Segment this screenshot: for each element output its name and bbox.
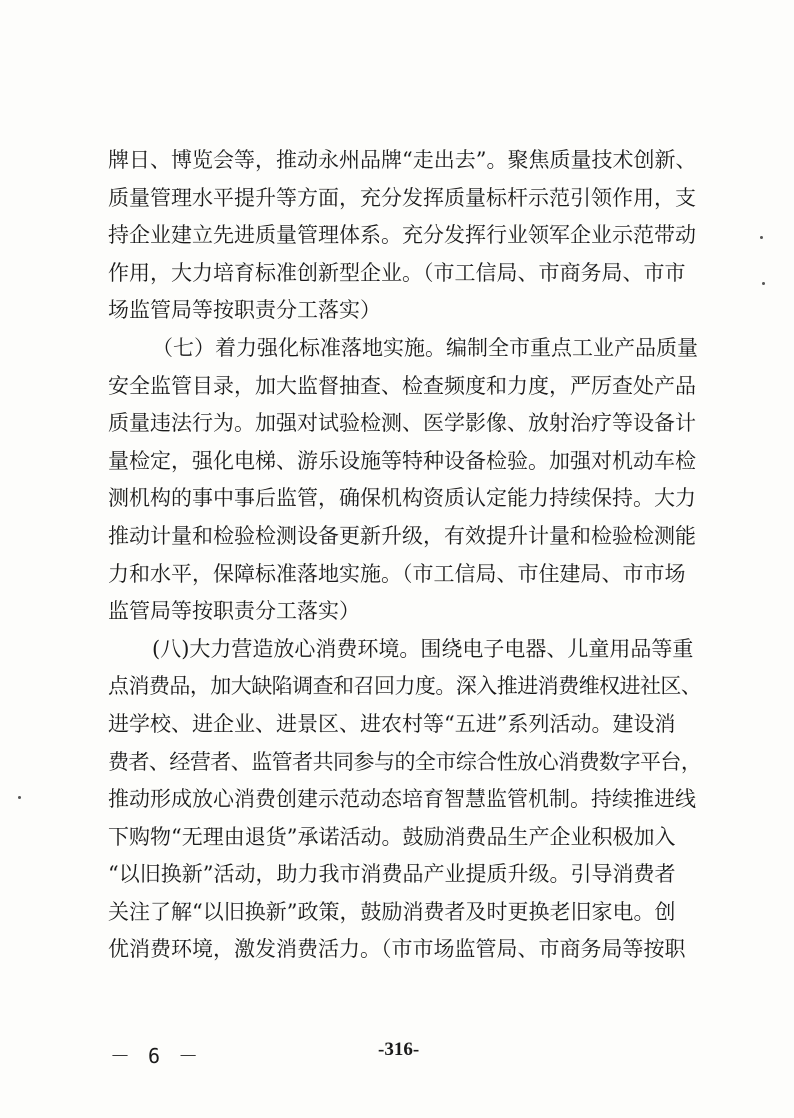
- text-line: 场监管局等按职责分工落实）: [108, 298, 381, 323]
- scan-speck: [762, 282, 765, 285]
- text-line: 费者、经营者、监管者共同参与的全市综合性放心消费数字平台，: [108, 749, 702, 774]
- page-number-left: － 6 －: [110, 1044, 202, 1068]
- text-line: 测机构的事中事后监管，确保机构资质认定能力持续保持。大力: [108, 486, 696, 511]
- text-line: 量检定，强化电梯、游乐设施等特种设备检验。加强对机动车检: [108, 448, 696, 473]
- section-heading-line: （七）着力强化标准落地实施。编制全市重点工业产品质量: [152, 335, 698, 360]
- body-text: [108, 142, 702, 969]
- text-line: 力和水平，保障标准落地实施。（市工信局、市住建局、市市场: [108, 561, 686, 586]
- section-heading-line: (八)大力营造放心消费环境。围绕电子电器、儿童用品等重: [152, 636, 694, 661]
- text-line: 持企业建立先进质量管理体系。充分发挥行业领军企业示范带动: [108, 223, 696, 248]
- text-line: 推动计量和检验检测设备更新升级，有效提升计量和检验检测能: [108, 523, 696, 548]
- scan-speck: [760, 236, 763, 239]
- text-line: 监管局等按职责分工落实）: [108, 599, 360, 624]
- text-line: 牌日、博览会等，推动永州品牌“走出去”。聚焦质量技术创新、: [108, 148, 697, 172]
- text-line: 下购物“无理由退货”承诺活动。鼓励消费品生产企业积极加入: [108, 824, 676, 849]
- text-line: 优消费环境，激发消费活力。（市市场监管局、市商务局等按职: [108, 937, 686, 962]
- text-line: 进学校、进企业、进景区、进农村等“五进”系列活动。建设消: [108, 711, 676, 736]
- text-line: 关注了解“以旧换新”政策，鼓励消费者及时更换老旧家电。创: [108, 899, 676, 924]
- scan-speck: [18, 796, 21, 799]
- text-line: 推动形成放心消费创建示范动态培育智慧监管机制。持续推进线: [108, 787, 696, 812]
- text-line: 点消费品，加大缺陷调查和召回力度。深入推进消费维权进社区、: [108, 674, 702, 699]
- page-number-center: -316-: [378, 1039, 420, 1060]
- text-line: 质量违法行为。加强对试验检测、医学影像、放射治疗等设备计: [108, 411, 696, 436]
- text-line: 质量管理水平提升等方面，充分发挥质量标杆示范引领作用，支: [108, 185, 696, 210]
- text-line: “以旧换新”活动，助力我市消费品产业提质升级。引导消费者: [108, 862, 676, 887]
- text-line: 作用，大力培育标准创新型企业。（市工信局、市商务局、市市: [108, 260, 686, 285]
- text-line: 安全监管目录，加大监督抽查、检查频度和力度，严厉查处产品: [108, 373, 696, 398]
